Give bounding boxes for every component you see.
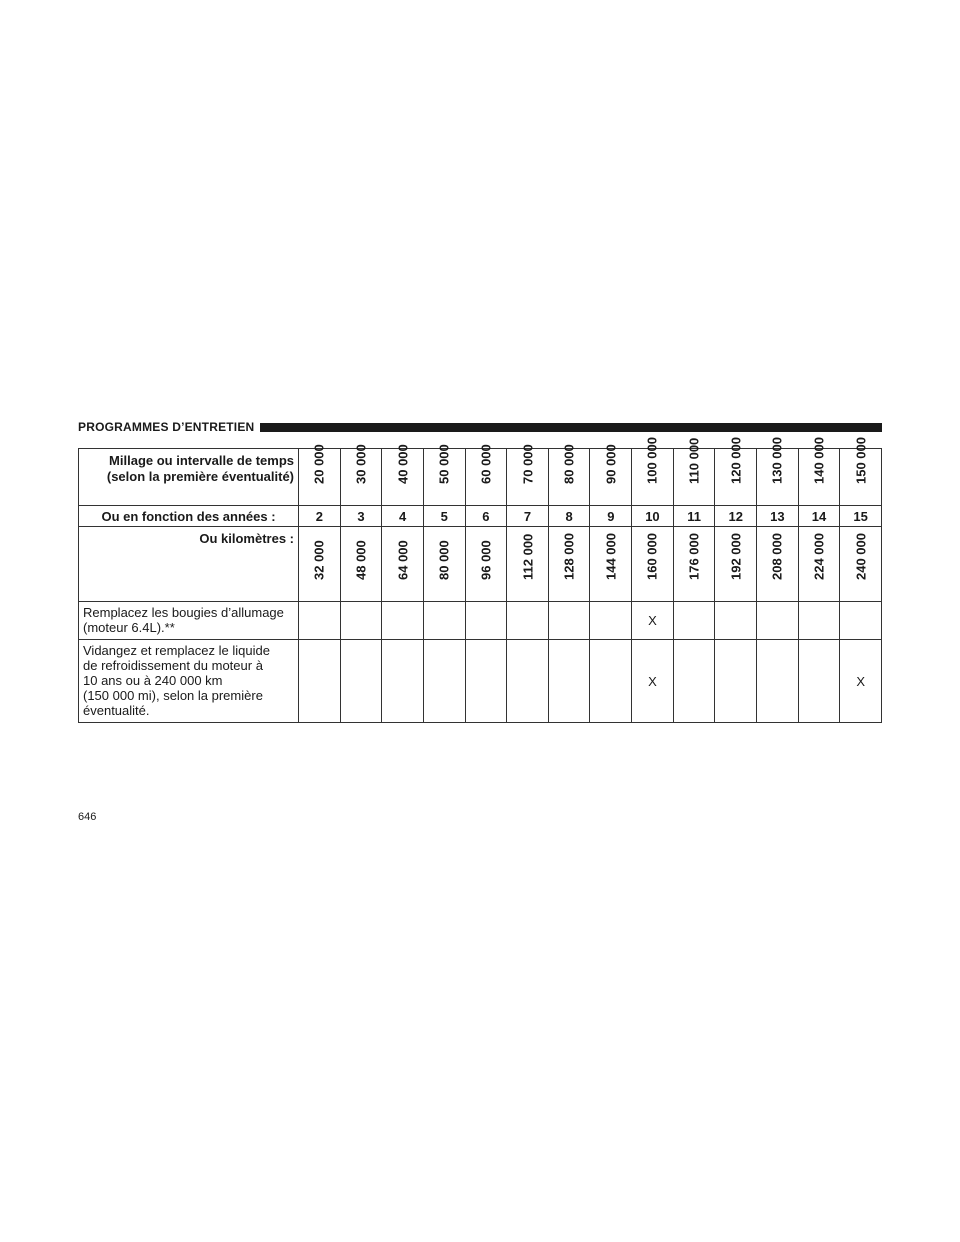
- km-value: 160 000: [644, 533, 660, 580]
- mileage-value: 100 000: [644, 437, 660, 484]
- task-label: [79, 602, 299, 640]
- task-mark: [465, 602, 507, 640]
- km-value: 32 000: [311, 540, 327, 580]
- task-mark: [507, 602, 549, 640]
- mileage-value: 140 000: [811, 437, 827, 484]
- task-mark: [673, 602, 715, 640]
- km-row-label: Ou kilomètres :: [79, 527, 299, 602]
- mileage-cell: [382, 444, 424, 506]
- years-row-label: Ou en fonction des années :: [79, 506, 299, 527]
- years-value: 4: [382, 506, 424, 527]
- mileage-cell: [840, 437, 882, 506]
- km-value: 128 000: [561, 533, 577, 580]
- years-value: 7: [507, 506, 549, 527]
- km-value: 176 000: [686, 533, 702, 580]
- mileage-row-label: [79, 449, 299, 506]
- km-value: 96 000: [478, 540, 494, 580]
- task-mark: X: [632, 602, 674, 640]
- task-label-line: éventualité.: [83, 703, 150, 718]
- task-mark: [423, 602, 465, 640]
- task-mark: [299, 602, 341, 640]
- km-value: 144 000: [603, 533, 619, 580]
- mileage-value: 60 000: [478, 444, 494, 484]
- mileage-value: 50 000: [436, 444, 452, 484]
- task-mark: [673, 640, 715, 723]
- task-mark: [507, 640, 549, 723]
- mileage-value: 130 000: [769, 437, 785, 484]
- mileage-cell: [423, 444, 465, 506]
- mileage-cell: [299, 444, 341, 506]
- mileage-value: 70 000: [520, 444, 536, 484]
- years-value: 5: [423, 506, 465, 527]
- task-mark: [548, 640, 590, 723]
- km-cell: [382, 527, 424, 602]
- km-value: 192 000: [728, 533, 744, 580]
- km-row: [79, 527, 882, 602]
- years-value: 3: [340, 506, 382, 527]
- mileage-value: 120 000: [728, 437, 744, 484]
- km-cell: [340, 527, 382, 602]
- years-value: 8: [548, 506, 590, 527]
- task-row-spark-plugs: [79, 602, 882, 640]
- mileage-value: 30 000: [353, 444, 369, 484]
- km-cell: [299, 527, 341, 602]
- km-cell: [423, 527, 465, 602]
- section-header: [78, 418, 882, 436]
- task-label-line: Vidangez et remplacez le liquide: [83, 643, 270, 658]
- maintenance-schedule-table: [78, 437, 882, 723]
- mileage-value: 90 000: [603, 444, 619, 484]
- km-cell: [715, 527, 757, 602]
- km-cell: [673, 527, 715, 602]
- task-mark: [757, 640, 799, 723]
- task-mark: [757, 602, 799, 640]
- task-mark: [715, 640, 757, 723]
- task-label-line: (moteur 6.4L).**: [83, 620, 175, 635]
- years-value: 6: [465, 506, 507, 527]
- km-cell: [465, 527, 507, 602]
- task-mark: [715, 602, 757, 640]
- task-mark: [548, 602, 590, 640]
- task-mark: [340, 602, 382, 640]
- years-value: 14: [798, 506, 840, 527]
- km-value: 208 000: [769, 533, 785, 580]
- km-cell: [798, 527, 840, 602]
- task-row-coolant: [79, 640, 882, 723]
- mileage-value: 20 000: [311, 444, 327, 484]
- task-label-line: Remplacez les bougies d’allumage: [83, 605, 284, 620]
- task-mark: X: [632, 640, 674, 723]
- mileage-value: 40 000: [395, 444, 411, 484]
- years-value: 12: [715, 506, 757, 527]
- km-value: 48 000: [353, 540, 369, 580]
- mileage-row: [79, 449, 882, 506]
- task-mark: [382, 640, 424, 723]
- km-cell: [590, 527, 632, 602]
- task-mark: [798, 640, 840, 723]
- mileage-cell: [715, 437, 757, 506]
- task-label: [79, 640, 299, 723]
- section-title-bar: [260, 423, 882, 432]
- mileage-value: 110 000: [686, 437, 702, 484]
- task-mark: [590, 640, 632, 723]
- km-cell: [840, 527, 882, 602]
- task-mark: [340, 640, 382, 723]
- km-value: 64 000: [395, 540, 411, 580]
- km-cell: [507, 527, 549, 602]
- km-cell: [548, 527, 590, 602]
- task-mark: [465, 640, 507, 723]
- years-value: 13: [757, 506, 799, 527]
- km-cell: [757, 527, 799, 602]
- task-label-line: de refroidissement du moteur à: [83, 658, 263, 673]
- years-value: 9: [590, 506, 632, 527]
- task-mark: [840, 602, 882, 640]
- mileage-label-line-2: (selon la première éventualité): [106, 469, 294, 484]
- task-mark: [590, 602, 632, 640]
- km-value: 240 000: [853, 533, 869, 580]
- mileage-cell: [465, 444, 507, 506]
- mileage-value: 150 000: [853, 437, 869, 484]
- mileage-cell: [632, 437, 674, 506]
- years-value: 10: [632, 506, 674, 527]
- mileage-cell: [673, 437, 715, 506]
- mileage-cell: [340, 444, 382, 506]
- mileage-cell: [507, 444, 549, 506]
- mileage-cell: [548, 444, 590, 506]
- task-label-line: 10 ans ou à 240 000 km: [83, 673, 223, 688]
- task-mark: [423, 640, 465, 723]
- page-number: 646: [78, 811, 97, 823]
- mileage-value: 80 000: [561, 444, 577, 484]
- years-row: [79, 506, 882, 527]
- km-value: 80 000: [436, 540, 452, 580]
- years-value: 15: [840, 506, 882, 527]
- task-mark: X: [840, 640, 882, 723]
- years-value: 11: [673, 506, 715, 527]
- km-cell: [632, 527, 674, 602]
- mileage-cell: [757, 437, 799, 506]
- mileage-cell: [798, 437, 840, 506]
- km-value: 112 000: [520, 533, 536, 580]
- task-label-line: (150 000 mi), selon la première: [83, 688, 263, 703]
- section-title: PROGRAMMES D’ENTRETIEN: [78, 420, 255, 434]
- mileage-label-line-1: Millage ou intervalle de temps: [109, 453, 294, 468]
- task-mark: [299, 640, 341, 723]
- mileage-cell: [590, 444, 632, 506]
- km-value: 224 000: [811, 533, 827, 580]
- task-mark: [798, 602, 840, 640]
- years-value: 2: [299, 506, 341, 527]
- task-mark: [382, 602, 424, 640]
